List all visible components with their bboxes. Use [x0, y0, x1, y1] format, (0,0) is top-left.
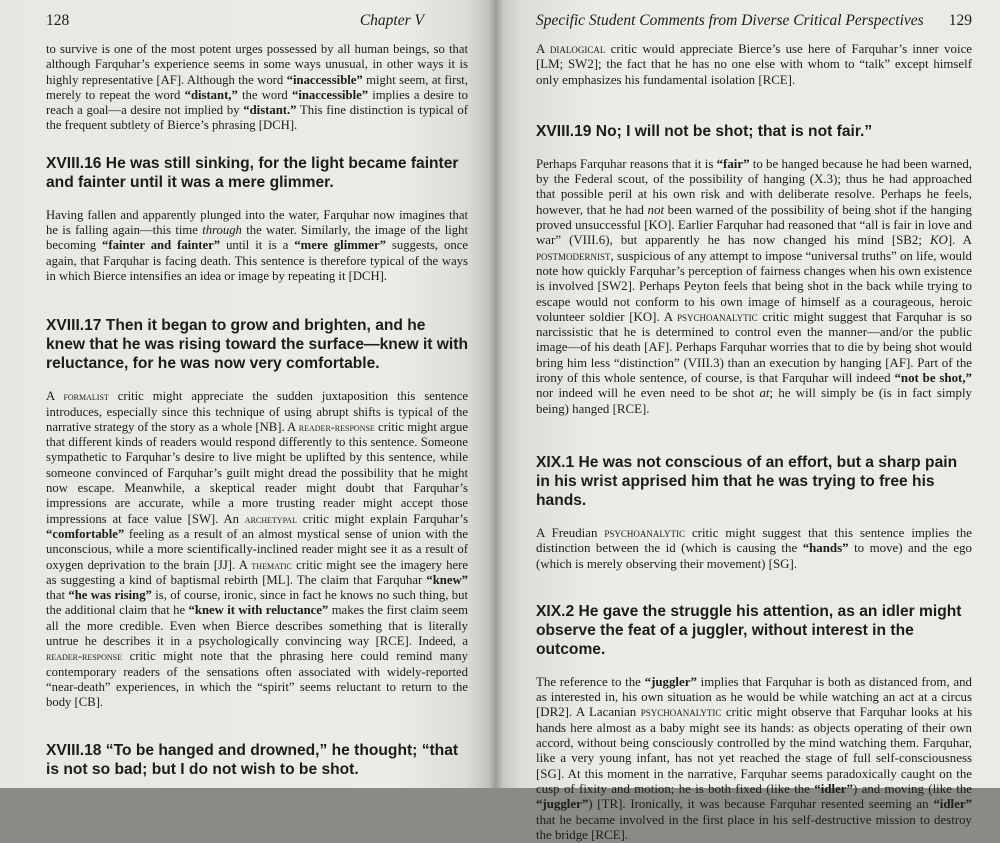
paragraph-xviii-19: Perhaps Farquhar reasons that it is “fair” to be hanged because he had been warned, by the Federal scout, of the possibility of hanging (X.3); thus he had approached that possible peril at his own risk and with deliberate resolve. Perhaps he feels, however, that he had not been warned of the possibility of being shot if the hanging proved unsuccessful [KO]. Earlier Farquhar had reasoned that “all is fair in love and war” (VIII.6), but apparently he has now changed his mind [SB2; KO]. A postmodernist, suspicious of any attempt to impose “universal truths” on life, would note how quickly Farquhar’s perception of fairness changes when his own existence is involved [SW2]. Perhaps Peyton feels that being shot in the back while trying to escape would not conform to his own image of himself as a courageous, heroic volunteer soldier [KO]. A psychoanalytic critic might suggest that Farquhar is so narcissistic that he is determined to control even the manner—and/or the public image—of his death [AF]. Perhaps Farquhar worries that to die by being shot would bring him less “distinction” (VIII.3) than an execution by hanging [AF]. Part of the irony of this whole sentence, of course, is that Farquhar will indeed “not be shot,” nor indeed will he even need to be shot at; he will simply be (is in fact simply being) hanged [RCE]. — [536, 156, 973, 416]
heading-xviii-18: XVIII.18 “To be hanged and drowned,” he thought; “that is not so bad; but I do not wish to be shot. — [46, 741, 459, 778]
heading-xviii-19: XVIII.19 No; I will not be shot; that is not fair.” — [536, 122, 873, 140]
left-page — [0, 0, 496, 788]
heading-xix-1: XIX.1 He was not conscious of an effort, but a sharp pain in his wrist apprised him that he was trying to free his hands. — [536, 453, 958, 509]
paragraph-xix-2: The reference to the “juggler” implies that Farquhar is both as distanced from, and as interested in, his own situation as he would be while watching an act at a circus [DR2]. A Lacanian psychoanalytic critic might observe that Farquhar looks at his hands here almost as a baby might see its hands: as objects operating of their own accord, without being consciously controlled by the mind watching them. Farquhar, like a very young infant, has not yet reached the stage of full self-consciousness [SG]. At this moment in the narrative, Farquhar seems paradoxically caught on the cusp of fixity and motion; he is both fixed (like the “idler”) and moving (like the “juggler”) [TR]. Ironically, it was because Farquhar resented seeming an “idler” that he became involved in the first place in his self-destructive mission to destroy the bridge [RCE]. — [536, 674, 972, 842]
running-title: Specific Student Comments from Diverse Critical Perspectives — [536, 12, 924, 29]
paragraph-xviii-16: Having fallen and apparently plunged into the water, Farquhar now imagines that he is falling again—this time through the water. Similarly, the image of the light becoming “fainter and fainter” until it is a “mere glimmer” suggests, once again, that Farquhar is facing death. This sentence is therefore typical of the ways in which Bierce intensifies an idea or image by repeating it [DCH]. — [46, 207, 468, 283]
paragraph-dialogical: A dialogical critic would appreciate Bierce’s use here of Farquhar’s inner voice [LM; SW2]; the fact that he has no one else with whom to “talk” except himself only emphasizes his fundamental isolation [RCE]. — [536, 42, 973, 87]
paragraph-xviii-17: A formalist critic might appreciate the sudden juxtaposition this sentence introduces, especially since this technique of using abrupt shifts is typical of the narrative strategy of the story as a whole [NB]. A reader-response critic might argue that different kinds of readers would respond differently to this sentence. Someone sympathetic to Farquhar’s desire to live might be uplifted by this sentence, while someone convinced of Farquhar’s guilt might dread the possibility that he might now escape. Meanwhile, a skeptical reader might doubt that Farquhar’s impressions are accurate, while a more trusting reader might accept those impressions at face value [SW]. An archetypal critic might explain Farquhar’s “comfortable” feeling as a result of an almost mystical sense of union with the unconscious, while a more scientifically-inclined reader might see it as a result of oxygen deprivation to the brain [JJ]. A thematic critic might see the imagery here as suggesting a kind of baptismal rebirth [ML]. The claim that Farquhar “knew” that “he was rising” is, of course, ironic, since in fact he knows no such thing, but the additional claim that he “knew it with reluctance” makes the first claim seem all the more credible. Even when Bierce describes something that is literally untrue he describes it in a psychologically convincing way [RCE]. Indeed, a reader-response critic might note that the phrasing here could remind many contemporary readers of the sensations often associated with widely-reported “near-death” experiences, in which the “spirit” seems reluctant to return to the body [CB]. — [46, 389, 469, 710]
right-page — [496, 0, 1000, 842]
page-number-right: 129 — [948, 12, 972, 29]
chapter-title: Chapter V — [359, 12, 424, 29]
paragraph-continued: to survive is one of the most potent urges possessed by all human beings, so that although Farquhar’s experience seems in some ways unusual, in other ways it is highly representative [AF]. Although the word “inaccessible” might seem, at first, merely to repeat the word “distant,” the word “inaccessible” implies a desire to reach a goal—a desire not implied by “distant.” This fine distinction is typical of the frequent subtlety of Bierce’s phrasing [DCH]. — [46, 42, 468, 133]
page-number-left: 128 — [46, 12, 70, 29]
heading-xix-2: XIX.2 He gave the struggle his attention, as an idler might observe the feat of a juggler, without interest in the outcome. — [536, 602, 962, 658]
heading-xviii-16: XVIII.16 He was still sinking, for the light became fainter and fainter until it was a mere glimmer. — [46, 154, 459, 191]
book-gutter — [488, 0, 504, 788]
running-head-right — [536, 12, 972, 30]
heading-xviii-17: XVIII.17 Then it began to grow and brighten, and he knew that he was rising toward the surface—knew it with reluctance, for he was now very comfortable. — [46, 317, 468, 373]
paragraph-xix-1: A Freudian psychoanalytic critic might suggest that this sentence implies the distinction between the id (which is causing the “hands” to move) and the ego (which is merely observing their movement) [SG]. — [536, 525, 973, 571]
running-head-left — [46, 12, 468, 30]
